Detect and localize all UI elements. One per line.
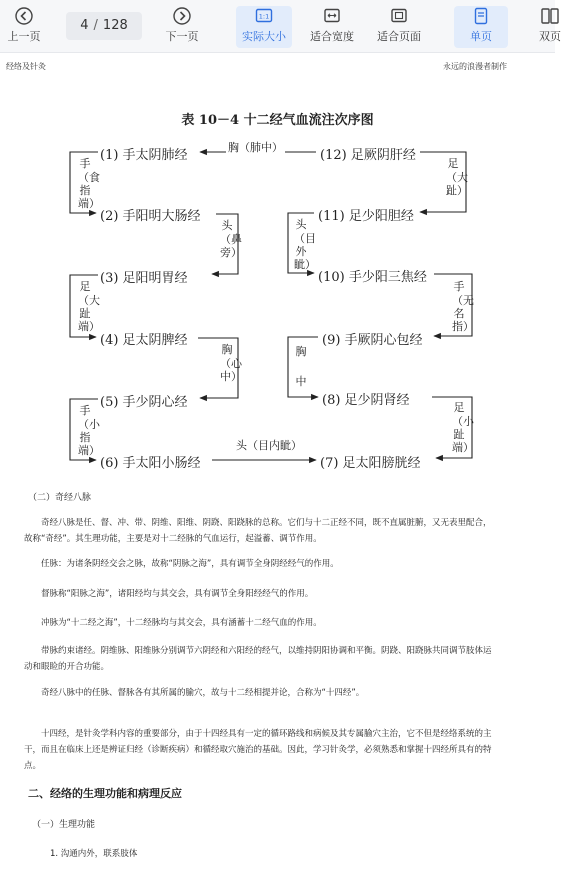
node-4: (4) 足太阴脾经 <box>100 333 188 348</box>
double-page-label: 双页 <box>539 30 561 43</box>
chevron-right-icon <box>172 6 192 26</box>
link-l1-label-a: 手 <box>79 157 91 170</box>
actual-size-button[interactable] <box>236 6 292 48</box>
fit-page-button[interactable] <box>372 6 426 48</box>
total-pages: 128 <box>102 18 128 33</box>
svg-text:1:1: 1:1 <box>258 12 270 21</box>
node-12: (12) 足厥阴肝经 <box>320 148 416 163</box>
chevron-left-icon <box>14 6 34 26</box>
double-page-icon <box>540 6 560 26</box>
fit-page-label: 适合页面 <box>377 30 421 43</box>
link-l1-label-b: （食指端） <box>78 171 100 210</box>
document-page[interactable] <box>0 53 555 878</box>
single-page-button[interactable] <box>454 6 508 48</box>
paragraph-6: 奇经八脉中的任脉、督脉各有其所属的腧穴，故与十二经相提并论，合称为“十四经”。 <box>41 688 365 698</box>
actual-size-label: 实际大小 <box>242 30 286 43</box>
list-item-1: 1. 沟通内外，联系肢体 <box>50 849 138 859</box>
node-1: (1) 手太阴肺经 <box>100 148 188 163</box>
paragraph-4: 冲脉为“十二经之海”，十二经脉均与其交会，具有涵蓄十二经气血的作用。 <box>41 618 322 628</box>
node-8: (8) 足少阴肾经 <box>322 393 410 408</box>
link-r5-label-b: （小趾端） <box>452 415 474 454</box>
next-page-button[interactable] <box>162 6 202 48</box>
heading-physiology: 二、经络的生理功能和病理反应 <box>28 787 182 800</box>
link-bottom-label: 头（目内眦） <box>236 439 302 452</box>
link-r4-label-a: 胸 <box>295 345 307 358</box>
running-header-right: 永远的浪漫者制作 <box>443 62 507 71</box>
paragraph-2: 任脉：为诸条阴经交会之脉，故称“阴脉之海”，具有调节全身阴经经气的作用。 <box>41 559 339 569</box>
subheading-function: （一）生理功能 <box>32 820 96 830</box>
node-10: (10) 手少阳三焦经 <box>318 270 427 285</box>
node-3: (3) 足阳明胃经 <box>100 271 188 286</box>
current-page-input[interactable]: 4 <box>80 18 89 33</box>
link-l3-label-a: 足 <box>79 280 91 293</box>
section-heading-extra-meridians: （二）奇经八脉 <box>28 493 92 503</box>
link-l5-label-b: （小指端） <box>78 418 100 457</box>
fit-width-button[interactable] <box>306 6 358 48</box>
fit-page-icon <box>389 6 409 26</box>
link-r5-label-a: 足 <box>453 401 465 414</box>
link-r3-label-a: 手 <box>453 280 465 293</box>
table-title: 表 10－4 十二经气血流注次序图 <box>181 113 374 128</box>
next-page-label: 下一页 <box>165 30 199 43</box>
running-header-left: 经络及针灸 <box>6 62 46 71</box>
link-top-label: 胸（肺中） <box>228 141 283 154</box>
link-r1-label-a: 足 <box>447 157 459 170</box>
fit-width-icon <box>322 6 342 26</box>
page-indicator[interactable] <box>66 12 142 40</box>
prev-page-button[interactable] <box>4 6 44 48</box>
paragraph-7: 十四经，是针灸学科内容的重要部分，由于十四经具有一定的循环路线和病候及其专属腧穴主治，它不但是经络系统的主干，而且在临床上还是辨证归经（诊断疾病）和循经取穴施治的基础。因此，学习针灸学，必须熟悉和掌握十四经所具有的特点。 <box>24 729 492 771</box>
link-r1-label-b: （大趾） <box>446 171 468 197</box>
node-2: (2) 手阳明大肠经 <box>100 209 201 224</box>
actual-size-icon <box>254 6 274 26</box>
single-page-icon <box>471 6 491 26</box>
link-l4-label-a: 胸 <box>221 343 233 356</box>
node-9: (9) 手厥阴心包经 <box>322 333 423 348</box>
paragraph-1: 奇经八脉是任、督、冲、带、阴维、阳维、阴跷、阳跷脉的总称。它们与十二正经不同，既不直属脏腑，又无表里配合，故称“奇经”。其生理功能，主要是对十二经脉的气血运行，起溢蓄、调节作用。 <box>24 518 492 544</box>
link-r3-label-b: （无名指） <box>452 294 474 333</box>
link-r2-label-a: 头 <box>295 218 307 231</box>
node-6: (6) 手太阳小肠经 <box>100 456 201 471</box>
link-r2-label-b: （目外眦） <box>294 232 316 271</box>
double-page-button[interactable] <box>530 6 570 48</box>
fit-width-label: 适合宽度 <box>310 30 354 43</box>
link-l3-label-b: （大趾端） <box>78 294 100 333</box>
prev-page-label: 上一页 <box>7 30 41 43</box>
link-l2-label-b: （鼻旁） <box>220 233 242 259</box>
link-l5-label-a: 手 <box>79 404 91 417</box>
toolbar <box>0 0 561 53</box>
node-7: (7) 足太阳膀胱经 <box>320 456 421 471</box>
node-5: (5) 手少阴心经 <box>100 395 188 410</box>
paragraph-5: 带脉约束诸经。阴维脉、阳维脉分别调节六阴经和六阳经的经气，以维持阴阳协调和平衡。阴跷、阳跷脉共同调节肢体运动和眼睑的开合功能。 <box>24 646 492 672</box>
page-separator: / <box>93 18 98 33</box>
node-11: (11) 足少阳胆经 <box>318 209 414 224</box>
link-l2-label-a: 头 <box>221 219 233 232</box>
link-l4-label-b: （心中） <box>220 357 242 383</box>
link-r4-label-b: 中 <box>295 375 307 388</box>
paragraph-3: 督脉称“阳脉之海”，诸阳经均与其交会，具有调节全身阳经经气的作用。 <box>41 589 314 599</box>
single-page-label: 单页 <box>470 30 492 43</box>
